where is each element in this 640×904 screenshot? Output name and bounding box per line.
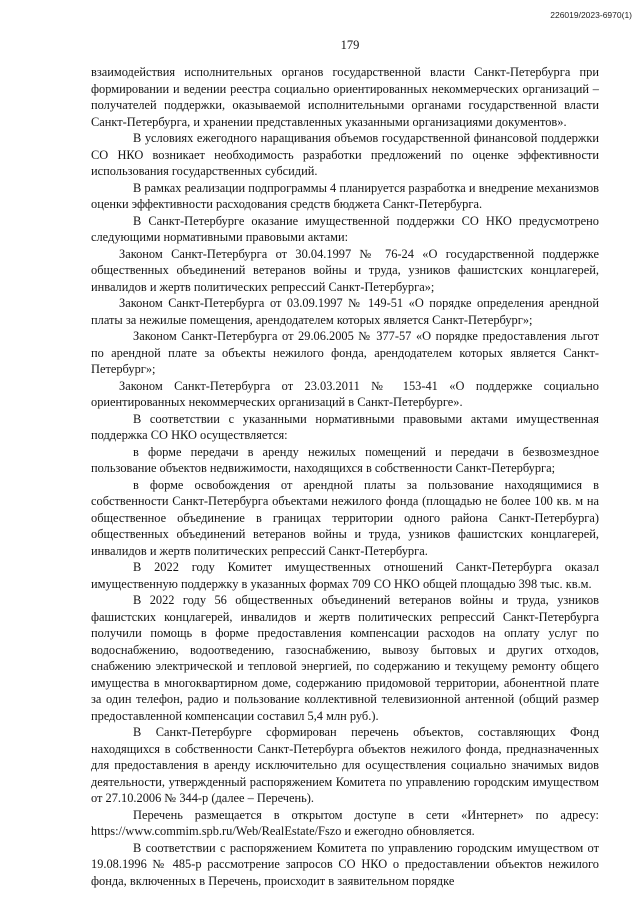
paragraph: Перечень размещается в открытом доступе в сети «Интернет» по адресу: https://www.commim.spb.ru/Web/RealEstate/Fszo и ежегодно обновляется. — [91, 807, 599, 838]
paragraph-law-reference: Законом Санкт-Петербурга от 30.04.1997 № 76-24 «О государственной поддержке общественных объединений ветеранов войны и труда, узников фашистских концлагерей, инвалидов и жертв политических репрессий Санкт-Петербурга»; — [91, 246, 599, 294]
paragraph-list-item: в форме освобождения от арендной платы за пользование находящимися в собственности Санкт-Петербурга объектами нежилого фонда (площадью не более 100 кв. м на общественное объединение в границах территории одного района Санкт-Петербурга) общественных объединений ветеранов войны и труда, узников фашистских концлагерей, инвалидов и жертв политических репрессий Санкт-Петербурга. — [91, 477, 599, 558]
paragraph: В соответствии с указанными нормативными правовыми актами имущественная поддержка СО НКО осуществляется: — [91, 411, 599, 442]
document-registration-number: 226019/2023-6970(1) — [550, 10, 632, 20]
paragraph-law-reference: Законом Санкт-Петербурга от 03.09.1997 № 149-51 «О порядке определения арендной платы за нежилые помещения, арендодателем которых является Санкт-Петербург»; — [91, 296, 599, 327]
document-body — [91, 64, 599, 889]
paragraph: В рамках реализации подпрограммы 4 планируется разработка и внедрение механизмов оценки эффективности расходования средств бюджета Санкт-Петербурга. — [91, 180, 599, 211]
paragraph: В Санкт-Петербурге сформирован перечень объектов, составляющих Фонд находящихся в собственности Санкт-Петербурга объектов нежилого фонда, предназначенных для предоставления в аренду исключительно для осуществления социально значимых видов деятельности, утвержденный распоряжением Комитета по управлению городским имуществом от 27.10.2006 № 344-р (далее – Перечень). — [91, 725, 599, 805]
paragraph-continuation: взаимодействия исполнительных органов государственной власти Санкт-Петербурга при формировании и ведении реестра социально ориентированных некоммерческих организаций – получателей поддержки, оказываемой исполнительными органами государственной власти Санкт-Петербурга, и хранении представленных указанными организациями документов». — [91, 65, 599, 129]
paragraph-list-item: в форме передачи в аренду нежилых помещений и передачи в безвозмездное пользование объектов недвижимости, находящихся в собственности Санкт-Петербурга; — [91, 444, 599, 475]
paragraph: В Санкт-Петербурге оказание имущественной поддержки СО НКО предусмотрено следующими нормативными правовыми актами: — [91, 213, 599, 244]
paragraph: В условиях ежегодного наращивания объемов государственной финансовой поддержки СО НКО возникает необходимость разработки предложений по оценке эффективности использования государственных субсидий. — [91, 131, 599, 178]
paragraph: В соответствии с распоряжением Комитета по управлению городским имуществом от 19.08.1996 № 485-р рассмотрение запросов СО НКО о предоставлении объектов нежилого фонда, включенных в Перечень, происходит в заявительном порядке — [91, 840, 599, 888]
paragraph-law-reference: Законом Санкт-Петербурга от 23.03.2011 № 153-41 «О поддержке социально ориентированных некоммерческих организаций в Санкт-Петербурге». — [91, 378, 599, 409]
page-number: 179 — [340, 38, 360, 52]
paragraph: В 2022 году 56 общественных объединений ветеранов войны и труда, узников фашистских концлагерей, инвалидов и жертв политических репрессий Санкт-Петербурга получили помощь в форме предоставления компенсации расходов на оплату услуг по водоснабжению, водоотведению, газоснабжению, вывозу бытовых и других отходов, снабжению электрической и тепловой энергией, по содержанию и текущему ремонту общего имущества в многоквартирном доме, содержанию придомовой территории, абонентной плате за один телефон, радио и пользование коллективной телевизионной антенной (общий размер предоставленной компенсации составил 5,4 млн руб.). — [91, 593, 599, 723]
paragraph-law-reference: Законом Санкт-Петербурга от 29.06.2005 № 377-57 «О порядке предоставления льгот по арендной плате за объекты нежилого фонда, арендодателем которых является Санкт-Петербург»; — [91, 329, 599, 376]
paragraph: В 2022 году Комитет имущественных отношений Санкт-Петербурга оказал имущественную поддержку в указанных формах 709 СО НКО общей площадью 398 тыс. кв.м. — [91, 560, 599, 591]
